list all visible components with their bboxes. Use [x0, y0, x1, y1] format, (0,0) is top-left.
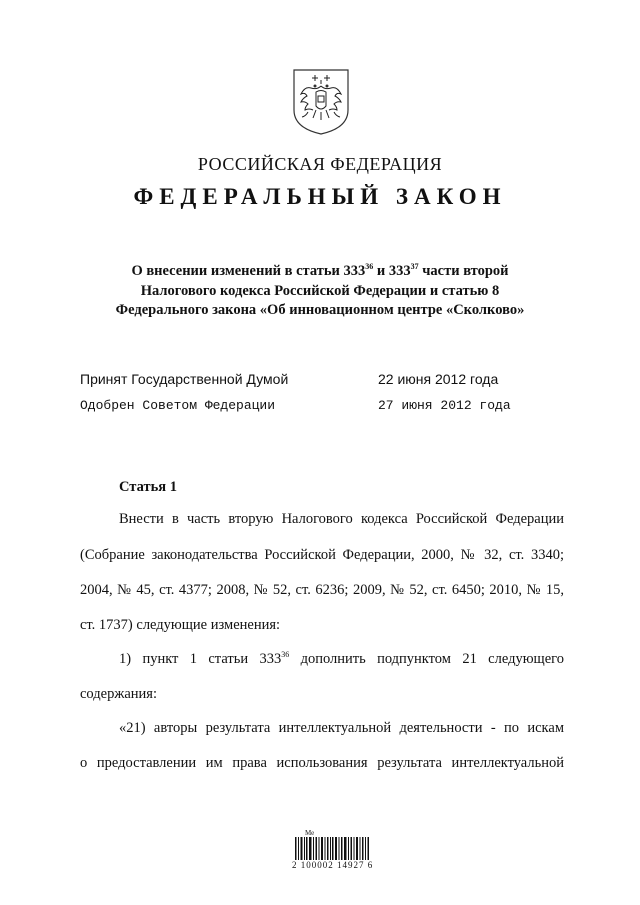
adopted-duma-label: Принят Государственной Думой: [80, 371, 289, 387]
law-title-line-1: О внесении изменений в статьи $333^{36}$ и $333^{37}$ части второй: [131, 262, 509, 279]
barcode-mark: Ме: [305, 829, 315, 837]
paragraph-line: содержания:: [80, 686, 158, 702]
paragraph-line: о предоставлении им права использования результата интеллектуальной: [80, 755, 564, 771]
paragraph-line: «21) авторы результата интеллектуальной деятельности - по искам: [119, 720, 564, 736]
paragraph-line: 1) пункт 1 статьи $333^{36}$ дополнить подпунктом 21 следующего: [119, 650, 564, 667]
paragraph-line: (Собрание законодательства Российской Федерации, 2000, № 32, ст. 3340;: [80, 547, 564, 563]
barcode-number: 2 100002 14927 6: [292, 860, 374, 870]
approved-council-date: 27 июня 2012 года: [378, 398, 511, 413]
law-title: [60, 262, 580, 321]
paragraph-line: ст. 1737) следующие изменения:: [80, 617, 281, 633]
paragraph-line: 2004, № 45, ст. 4377; 2008, № 52, ст. 6236; 2009, № 52, ст. 6450; 2010, № 15,: [80, 582, 564, 598]
paragraph-line: Внести в часть вторую Налогового кодекса Российской Федерации: [119, 511, 564, 527]
russia-coat-of-arms-icon: [290, 66, 352, 136]
approved-council-label: Одобрен Советом Федерации: [80, 398, 276, 413]
article-heading: Статья 1: [119, 479, 177, 495]
country-heading: РОССИЙСКАЯ ФЕДЕРАЦИЯ: [197, 154, 443, 174]
law-title-line-3: Федерального закона «Об инновационном центре «Сколково»: [115, 302, 525, 318]
law-title-line-2: Налогового кодекса Российской Федерации и статью 8: [140, 282, 500, 299]
law-type-heading: ФЕДЕРАЛЬНЫЙ ЗАКОН: [133, 184, 507, 209]
adopted-duma-date: 22 июня 2012 года: [378, 371, 499, 387]
